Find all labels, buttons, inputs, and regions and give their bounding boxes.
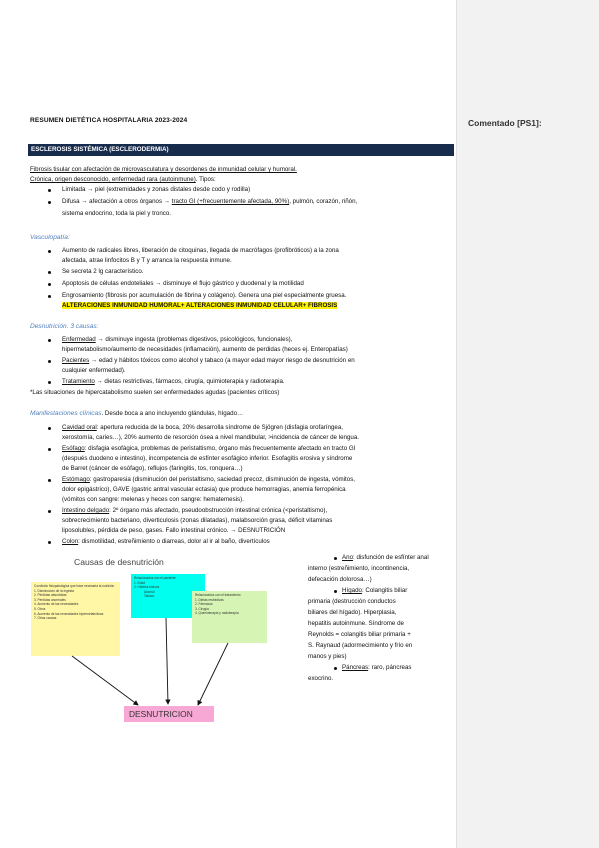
causa-tratamiento: Tratamiento → dietas restrictivas, fármacos, cirugía, quimioterapia y radioterapia. [62,378,285,385]
estomago-cont: dolor epigástrico), GAVE (gastric antral vascular ectasia) que produce hemorragias, anemia ferropénica [62,486,346,493]
manifestaciones-heading: Manifestaciones clínicas. Desde boca a ano incluyendo glándulas, hígado… [30,410,244,417]
desnutricion-result-label: DESNUTRICION [129,709,193,719]
higado-cont: biliares del hígado). Hiperplasia, [308,609,397,616]
arrow-tratamiento [198,643,228,705]
hipercatabolismo-note: *Las situaciones de hipercatabolismo suelen ser enfermedades agudas (pacientes críticos) [30,389,280,396]
causa-pacientes: Pacientes → edad y hábitos tóxicos como alcohol y tabaco (a mayor edad mayor riesgo de desnutrición en [62,357,355,364]
vasc-item: Se secreta 2 lg característico. [62,268,144,275]
causa-enfermedad: Enfermedad → disminuye ingesta (problemas digestivos, psicológicos, funcionales), [62,336,293,343]
document-title: RESUMEN DIETÉTICA HOSPITALARIA 2023-2024 [30,117,188,124]
tipo-limitada: Limitada → piel (extremidades y zonas distales desde codo y rodilla) [62,186,251,193]
diagram-box-enfermedad: Condición fisiopatológica que hace necesaria la nutrición 1. Disminución de la ingesta 2. Pérdidas absorbidas 3. Pérdidas anormales 4. Aumento de las necesidades 5. Otros 6. Aumento de las necesidades hipermetabólicas 7. Otras causas [31,582,120,656]
colon: Colon: dismotilidad, estreñimiento o diarreas, dolor al ir al baño, divertículos [62,538,270,545]
causa-pacientes-cont: cualquier enfermedad). [62,367,126,374]
cavidad-oral-cont: xerostomía, caries…), 20% aumento de resorción ósea a nivel mandibular, >incidencia de cáncer de lengua. [62,434,359,441]
intestino-cont: sobrecrecimiento bacteriano, diverticulosis (zonas dilatadas), malabsorción grasa, déficit vitaminas [62,517,333,524]
arrow-paciente [166,618,168,704]
estomago: Estómago: gastroparesia (disminución del peristaltismo, saciedad precoz, disminución de ingesta, vómitos, [62,476,356,483]
arrow-enfermedad [72,656,138,705]
esofago-cont: de Barret (cáncer de esófago), reflujos (faringitis, tos, ronquera…) [62,465,243,472]
esofago: Esófago: disfagia esofágica, problemas de peristaltismo, órgano más frecuentemente afectado en tracto GI [62,445,356,452]
diagram-box-paciente: Relacionados con el paciente 1. Edad 2. Hábitos tóxicos Alcohol Tabaco [131,574,205,618]
causa-enfermedad-cont: hipermetabolismo/aumento de necesidades (inflamación), aumento de perdidas (heces ej. Enteropatías) [62,346,348,353]
vasc-item-cont: afectada, atrae linfocitos B y T y arranca la respuesta inmune. [62,257,232,264]
intro-line-1: Fibrosis tisular con afectación de microvasculatura y desordenes de inmunidad celular y humoral. [30,166,297,173]
tipo-difusa-cont: sistema endocrino, toda la piel y tronco. [62,210,172,217]
ano: Ano: disfunción de esfínter anal [342,554,429,561]
diagram-title: Causas de desnutrición [74,557,164,567]
intestino-delgado: Intestino delgado: 2º órgano más afectado, pseudoobstrucción intestinal crónica (<peristaltismo), [62,507,328,514]
vasc-item: Aumento de radicales libres, liberación de citoquinas, llegada de macrófagos (profibróticos) a la zona [62,247,339,254]
desnutricion-heading: Desnutrición. 3 causas: [30,323,99,330]
pancreas-cont: exocrino. [308,675,334,682]
higado: Hígado: Colangitis biliar [342,587,408,594]
higado-cont: manos y pies) [308,653,347,660]
vasculopatia-heading: Vasculopatía: [30,234,70,241]
esofago-cont: (después duodeno e intestino), incompetencia de esfínter esofágico inferior. Esofagitis erosiva y síndrome [62,455,353,462]
higado-cont: S. Raynaud (adormecimiento y frío en [308,642,413,649]
desnutricion-result-box [124,706,214,722]
pancreas: Páncreas: raro, páncreas [342,664,412,671]
estomago-cont: (vómitos con sangre: melenas y heces con sangre: hematemesis). [62,496,244,503]
section-title: ESCLEROSIS SISTÉMICA (ESCLERODERMIA) [31,146,169,153]
highlight-summary: ALTERACIONES INMUNIDAD HUMORAL+ ALTERACIONES INMUNIDAD CELULAR+ FIBROSIS [62,302,338,309]
cavidad-oral: Cavidad oral: apertura reducida de la boca, 20% desarrolla síndrome de Sjögren (disfagia orofaríngea, [62,424,344,431]
vasc-item: Apoptosis de células endoteliales → disminuye el flujo gástrico y duodenal y la motilidad [62,280,304,287]
comment-label[interactable]: Comentado [PS1]: [468,118,542,128]
higado-cont: primaria (destrucción conductos [308,598,396,605]
higado-cont: Reynolds = colangitis biliar primaria + [308,631,411,638]
tipo-difusa: Difusa → afectación a otros órganos → tracto GI (+frecuentemente afectada, 90%), pulmón, corazón, riñón, [62,198,358,205]
intro-line-2: Crónica, origen desconocido, enfermedad rara (autoinmune). Tipos: [30,176,216,183]
ano-cont: defecación dolorosa…) [308,576,372,583]
diagram-box-tratamiento: Relacionados con el tratamiento 1. Dietas restrictivas 2. Fármacos 3. Cirugía 4. Quimioterapia y radioterapia [192,591,267,643]
intestino-cont: liposolubles, pérdida de peso, gases. Fallo intestinal crónico. → DESNUTRICIÓN [62,527,286,534]
vasc-item: Engrosamiento (fibrosis por acumulación de fibrina y colágeno). Genera una piel especialmente gruesa. [62,292,347,299]
higado-cont: hepatitis autoinmune. Síndrome de [308,620,404,627]
ano-cont: interno (estreñimiento, incontinencia, [308,565,410,572]
